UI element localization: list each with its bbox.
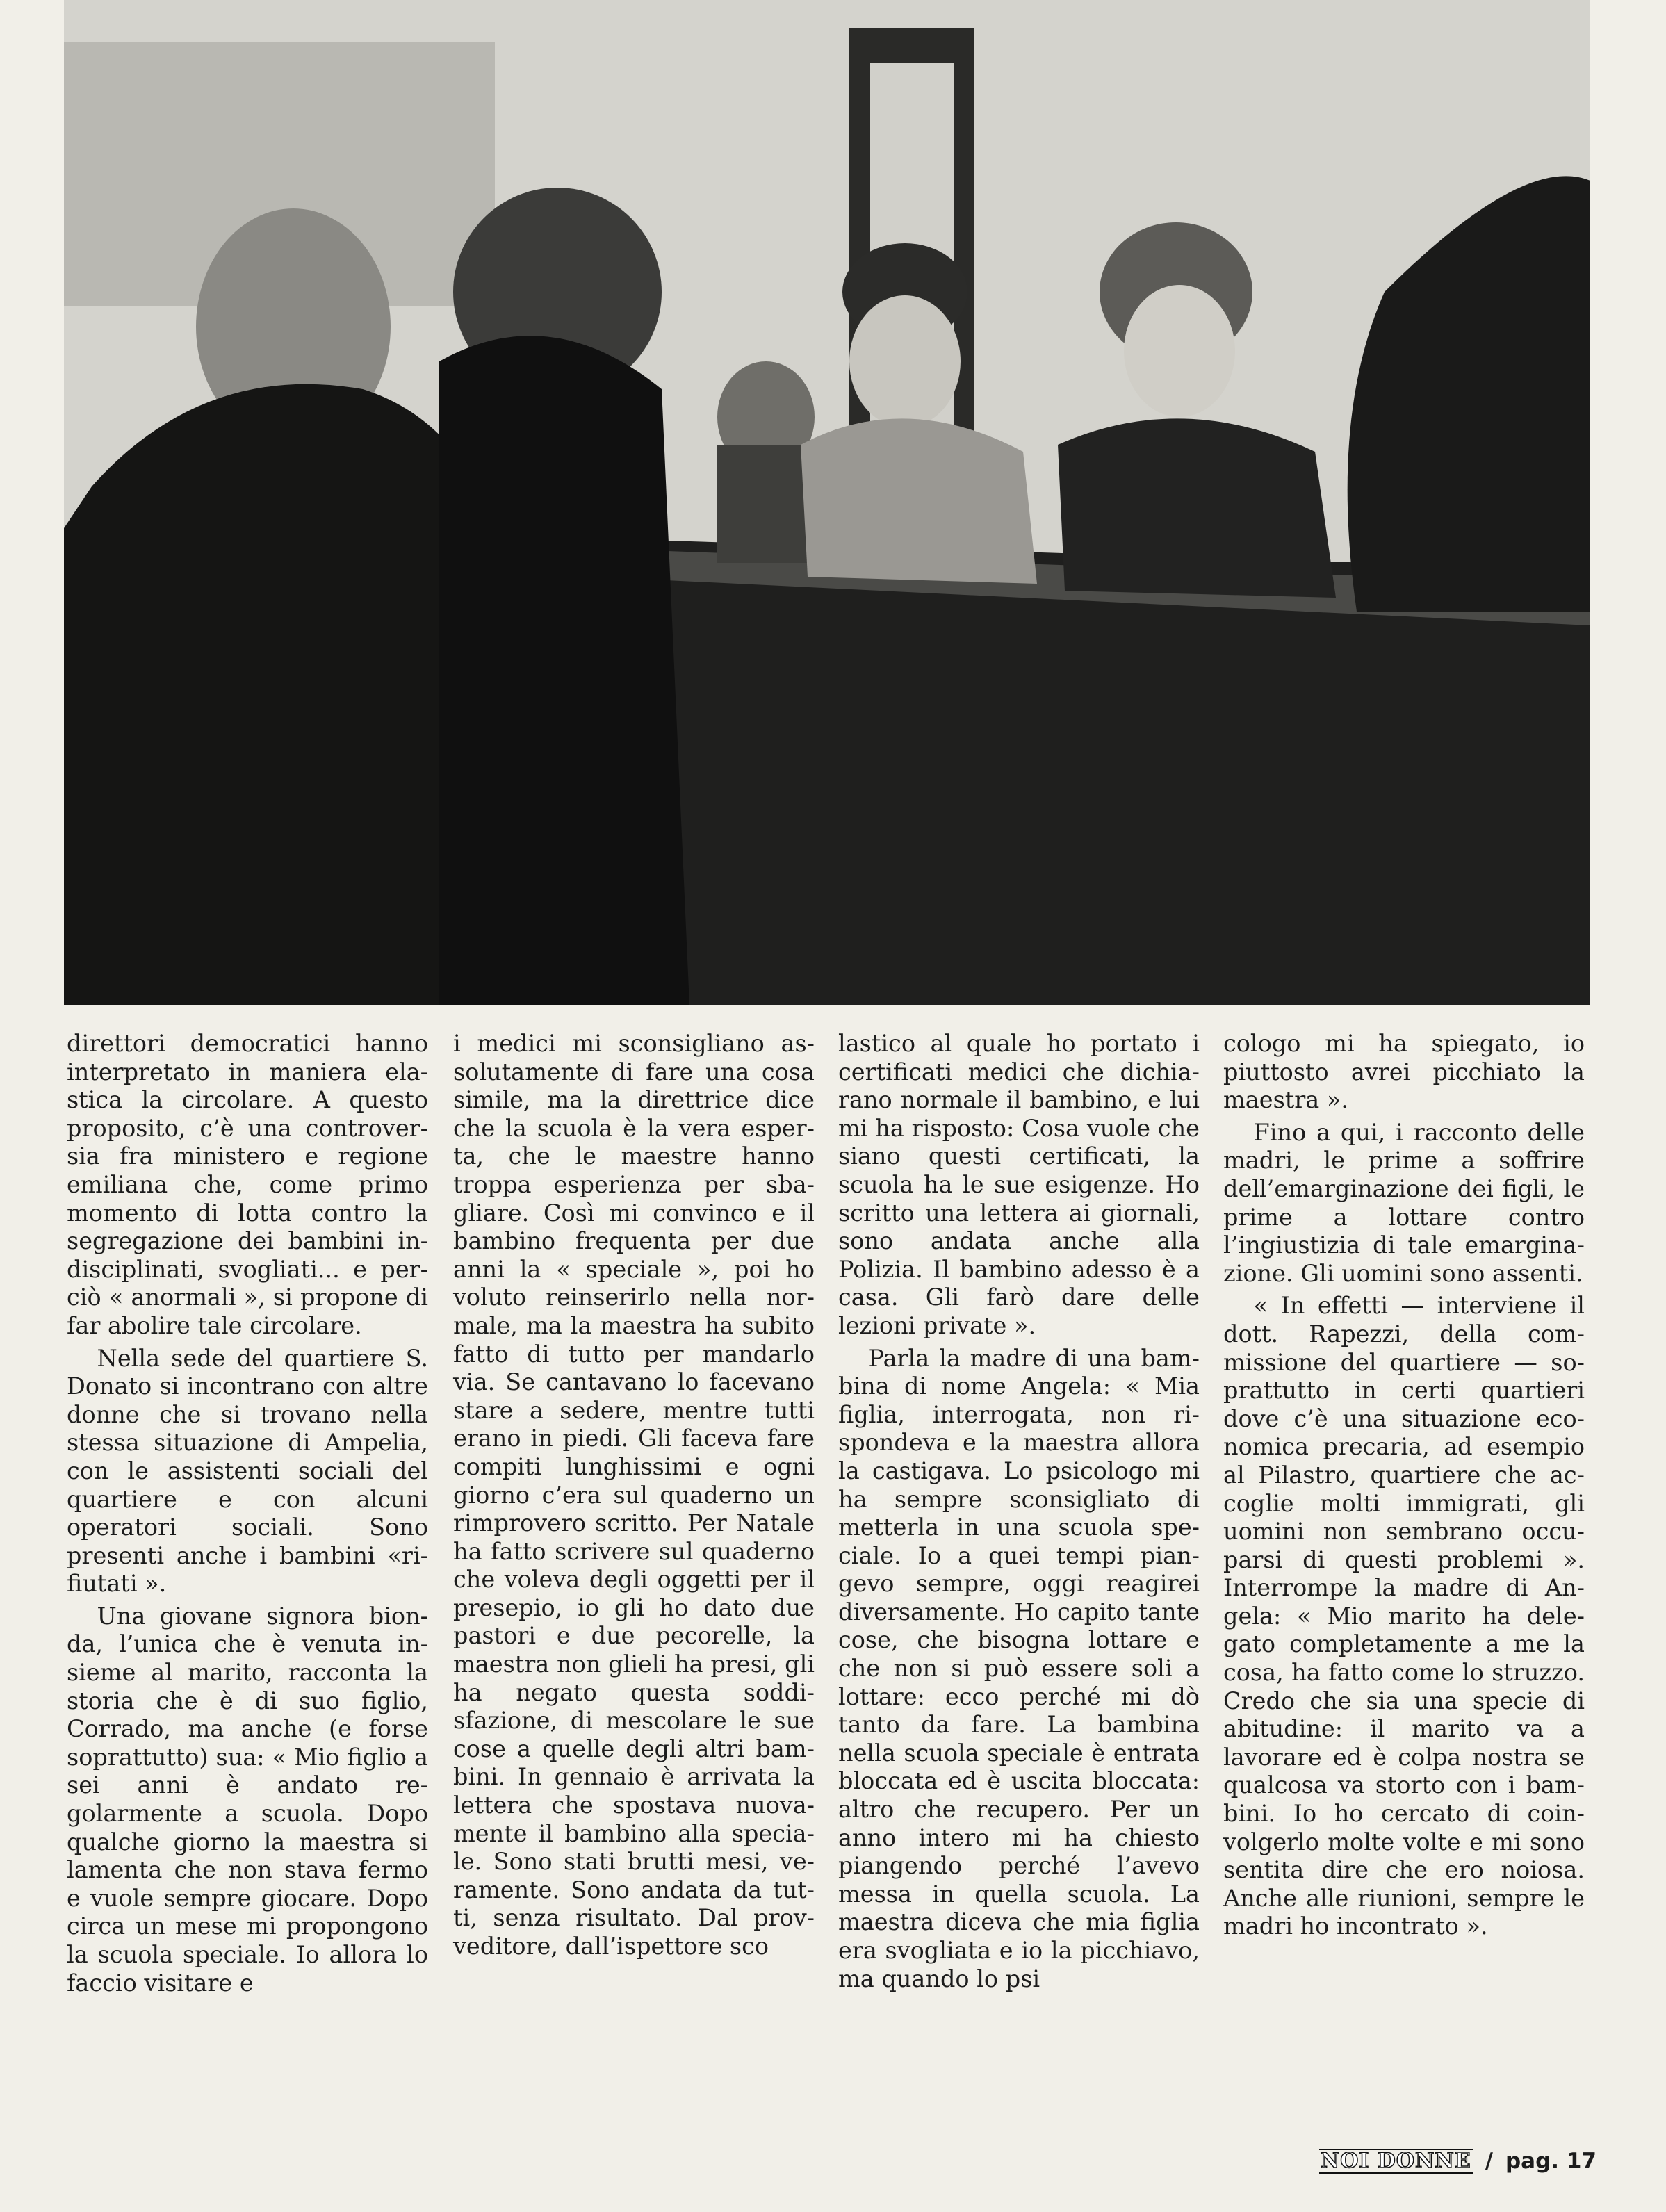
paragraph: direttori democratici hanno interpretato in maniera elastica la circolare. A questo proposito, c’è una controversia fra ministero e regione emiliana che, come primo momento di lotta contro la segregazione dei bambini indisciplinati, svogliati... e perciò « anormali », si propone di far abolire tale circolare.: [67, 1030, 428, 1339]
page-footer: [1319, 2149, 1596, 2174]
paragraph: Una giovane signora bionda, l’unica che è venuta insieme al marito, racconta la storia che è di suo figlio, Corrado, ma anche (e forse soprattutto) sua: « Mio figlio a sei anni è andato regolarmente a scuola. Dopo qualche giorno la maestra si lamenta che non stava fermo e vuole sempre giocare. Dopo circa un mese mi propongono la scuola speciale. Io allora lo faccio visitare e: [67, 1602, 428, 1997]
paragraph: Nella sede del quartiere S. Donato si incontrano con altre donne che si trovano nella stessa situazione di Ampelia, con le assistenti sociali del quartiere e con alcuni operatori sociali. Sono presenti anche i bambini «rifiutati ».: [67, 1344, 428, 1598]
article-column-4: [1223, 1030, 1585, 1941]
article-column-3: [838, 1030, 1200, 1993]
paragraph: i medici mi sconsigliano assolutamente di fare una cosa simile, ma la direttrice dice che la scuola è la vera esperta, che le maestre hanno troppa esperienza per sbagliare. Così mi convinco e il bambino frequenta per due anni la « speciale », poi ho voluto reinserirlo nella normale, ma la maestra ha subito fatto di tutto per mandarlo via. Se cantavano lo facevano stare a sedere, mentre tutti erano in piedi. Gli faceva fare compiti lunghissimi e ogni giorno c’era sul quaderno un rimprovero scritto. Per Natale ha fatto scrivere sul quaderno che voleva degli oggetti per il presepio, io gli ho dato due pastori e due pecorelle, la maestra non glieli ha presi, gli ha negato questa soddisfazione, di mescolare le sue cose a quelle degli altri bambini. In gennaio è arrivata la lettera che spostava nuovamente il bambino alla speciale. Sono stati brutti mesi, veramente. Sono andata da tutti, senza risultato. Dal provveditore, dall’ispettore sco: [453, 1030, 815, 1960]
paragraph: lastico al quale ho portato i certificati medici che dichiarano normale il bambino, e lui mi ha risposto: Cosa vuole che siano questi certificati, la scuola ha le sue esigenze. Ho scritto una lettera ai giornali, sono andata anche alla Polizia. Il bambino adesso è a casa. Gli farò dare delle lezioni private ».: [838, 1030, 1200, 1339]
article-photo: [64, 0, 1590, 1005]
article-column-2: [453, 1030, 815, 1961]
paragraph: Parla la madre di una bambina di nome Angela: « Mia figlia, interrogata, non rispondeva e la maestra allora la castigava. Lo psicologo mi ha sempre sconsigliato di metterla in una scuola speciale. Io a quei tempi piangevo sempre, oggi reagirei diversamente. Ho capito tante cose, che bisogna lottare e che non si può essere soli a lottare: ecco perché mi dò tanto da fare. La bambina nella scuola speciale è entrata bloccata ed è uscita bloccata: altro che recupero. Per un anno intero mi ha chiesto piangendo perché l’avevo messa in quella scuola. La maestra diceva che mia figlia era svogliata e io la picchiavo, ma quando lo psi: [838, 1344, 1200, 1992]
paragraph: « In effetti — interviene il dott. Rapezzi, della commissione del quartiere — soprattutto in certi quartieri dove c’è una situazione economica precaria, ad esempio al Pilastro, quartiere che accoglie molti immigrati, gli uomini non sembrano occuparsi di questi problemi ». Interrompe la madre di Angela: « Mio marito ha delegato completamente a me la cosa, ha fatto come lo struzzo. Credo che sia una specie di abitudine: il marito va a lavorare ed è colpa nostra se qualcosa va storto con i bambini. Io ho cercato di coinvolgerlo molte volte e mi sono sentita dire che ero noiosa. Anche alle riunioni, sempre le madri ho incontrato ».: [1223, 1292, 1585, 1940]
page-number: pag. 17: [1505, 2149, 1596, 2174]
paragraph: cologo mi ha spiegato, io piuttosto avrei picchiato la maestra ».: [1223, 1030, 1585, 1114]
article-column-1: [67, 1030, 428, 1997]
photo-scene: [64, 0, 1590, 1005]
paragraph: Fino a qui, i racconto delle madri, le prime a soffrire dell’emarginazione dei figli, le prime a lottare contro l’ingiustizia di tale emarginazione. Gli uomini sono assenti.: [1223, 1118, 1585, 1287]
magazine-logo: NOI DONNE: [1320, 2149, 1471, 2173]
footer-separator: /: [1485, 2149, 1493, 2174]
